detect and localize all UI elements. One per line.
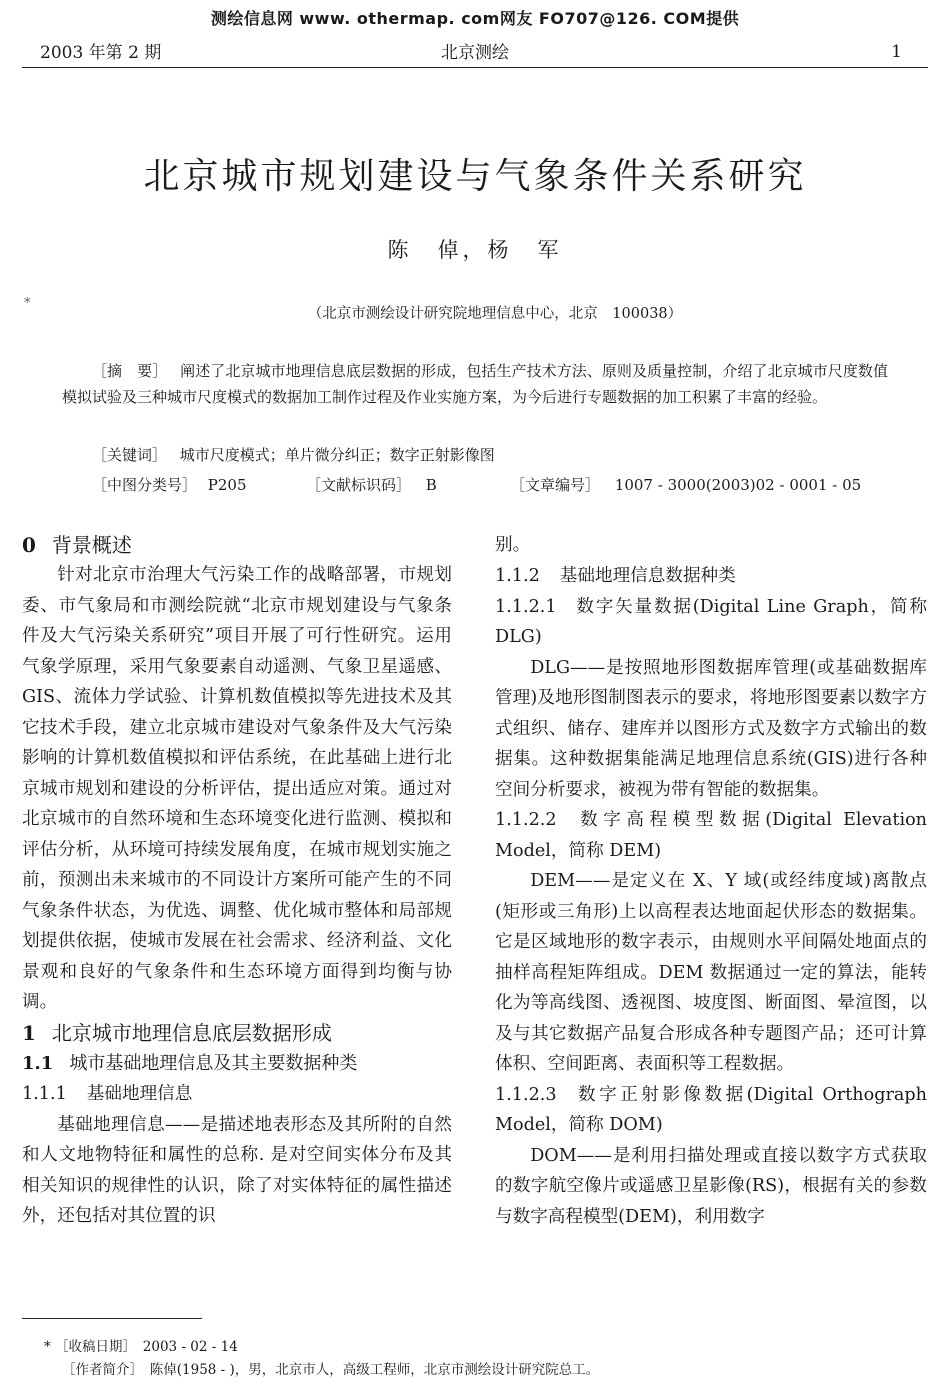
subsubsection-number: 1.1.1 bbox=[22, 1083, 67, 1104]
abstract bbox=[62, 358, 888, 410]
subsubsection-heading bbox=[495, 561, 927, 592]
paragraph-continuation: 别。 bbox=[495, 535, 531, 555]
subsection-title: 城市基础地理信息及其主要数据种类 bbox=[69, 1052, 358, 1074]
item-title: 数字高程模型数据(Digital Elevation Model，简称 DEM) bbox=[495, 810, 927, 861]
paragraph: DEM——是定义在 X、Y 域(或经纬度域)离散点(矩形或三角形)上以高程表达地面起伏形态的数据集。它是区域地形的数字表示，由规则水平间隔处地面点的抽样高程矩阵组成。DEM 数据通过一定的算法，能转化为等高线图、透视图、坡度图、断面图、晕渲图，以及与其它数据产品复合形成各种专题图产品；还可计算体积、空间距离、表面积等工程数据。 bbox=[495, 871, 927, 1074]
clc-code bbox=[92, 472, 247, 498]
section-number: 1 bbox=[22, 1020, 36, 1045]
subsubsection-number: 1.1.2 bbox=[495, 565, 540, 586]
page-number: 1 bbox=[891, 42, 902, 62]
paragraph: 针对北京市治理大气污染工作的战略部署，市规划委、市气象局和市测绘院就“北京市规划建设与气象条件及大气污染关系研究”项目开展了可行性研究。运用气象学原理，采用气象要素自动遥测、气象卫星遥感、GIS、流体力学试验、计算机数值模拟等先进技术及其它技术手段，建立北京城市建设对气象条件及大气污染影响的计算机数值模拟和评估系统，在此基础上进行北京城市规划和建设的分析评估，提出适应对策。通过对北京城市的自然环境和生态环境变化进行监测、模拟和评估分析，从环境可持续发展角度，在城市规划实施之前，预测出未来城市的不同设计方案所可能产生的不同气象条件状态，为优选、调整、优化城市整体和局部规划提供依据，使城市发展在社会需求、经济利益、文化景观和良好的气象条件和生态环境方面得到均衡与协调。 bbox=[22, 565, 452, 1012]
doc-label: ［文献标识码］ bbox=[306, 476, 412, 494]
doc-value: B bbox=[425, 476, 437, 494]
clc-value: P205 bbox=[207, 476, 247, 494]
item-title: 数字正射影像数据(Digital Orthograph Model，简称 DOM) bbox=[495, 1084, 927, 1135]
subsection-heading bbox=[22, 1048, 452, 1079]
section-heading bbox=[22, 1018, 452, 1048]
footnote-received: * ［收稿日期］ 2003 - 02 - 14 bbox=[44, 1339, 238, 1355]
subsubsection-heading bbox=[22, 1079, 452, 1110]
abstract-label: ［摘 要］ bbox=[92, 362, 168, 380]
subsection-number: 1.1 bbox=[22, 1052, 54, 1074]
affiliation: （北京市测绘设计研究院地理信息中心，北京 100038） bbox=[307, 306, 683, 322]
keywords bbox=[92, 442, 495, 468]
clc-label: ［中图分类号］ bbox=[92, 476, 198, 494]
section-title: 北京城市地理信息底层数据形成 bbox=[51, 1020, 332, 1045]
section-number: 0 bbox=[22, 533, 36, 557]
footnote-asterisk: * bbox=[24, 296, 31, 311]
item-number: 1.1.2.3 bbox=[495, 1084, 557, 1105]
authors: 陈 倬，杨 军 bbox=[387, 238, 563, 262]
keywords-label: ［关键词］ bbox=[92, 446, 168, 464]
paragraph: 基础地理信息——是描述地表形态及其所附的自然和人文地物特征和属性的总称. 是对空间实体分布及其相关知识的规律性的认识，除了对实体特征的属性描述外，还包括对其位置的识 bbox=[22, 1114, 452, 1226]
subsubsection-title: 基础地理信息 bbox=[86, 1083, 193, 1104]
footnote-rule bbox=[22, 1318, 202, 1319]
paragraph: DLG——是按照地形图数据库管理(或基础数据库管理)及地形图制图表示的要求，将地形图要素以数字方式组织、储存、建库并以图形方式及数字方式输出的数据集。这种数据集能满足地理信息系统(GIS)进行各种空间分析要求，被视为带有智能的数据集。 bbox=[495, 657, 927, 800]
item-heading bbox=[495, 1080, 927, 1141]
left-column bbox=[22, 530, 452, 1232]
section-heading bbox=[22, 530, 452, 560]
issue-label: 2003 年第 2 期 bbox=[40, 43, 162, 63]
article-label: ［文章编号］ bbox=[510, 476, 601, 494]
running-header bbox=[22, 36, 928, 68]
paragraph: DOM——是利用扫描处理或直接以数字方式获取的数字航空像片或遥感卫星影像(RS)，根据有关的参数与数字高程模型(DEM)，利用数字 bbox=[495, 1145, 927, 1227]
article-number bbox=[510, 472, 861, 498]
item-title: 数字矢量数据(Digital Line Graph，简称 DLG) bbox=[495, 596, 927, 647]
right-column bbox=[495, 530, 927, 1232]
journal-name: 北京测绘 bbox=[441, 43, 509, 63]
subsubsection-title: 基础地理信息数据种类 bbox=[559, 565, 736, 586]
paper-title: 北京城市规划建设与气象条件关系研究 bbox=[143, 156, 807, 197]
doc-code bbox=[306, 472, 437, 498]
abstract-text: 阐述了北京城市地理信息底层数据的形成，包括生产技术方法、原则及质量控制，介绍了北京城市尺度数值模拟试验及三种城市尺度模式的数据加工制作过程及作业实施方案，为今后进行专题数据的加工积累了丰富的经验。 bbox=[62, 362, 888, 406]
watermark: 测绘信息网 www. othermap. com网友 FO707@126. COM提供 bbox=[210, 9, 740, 28]
item-heading bbox=[495, 592, 927, 653]
item-number: 1.1.2.1 bbox=[495, 596, 557, 617]
item-number: 1.1.2.2 bbox=[495, 810, 557, 830]
article-value: 1007 - 3000(2003)02 - 0001 - 05 bbox=[614, 476, 862, 494]
section-title: 背景概述 bbox=[51, 533, 132, 557]
item-heading bbox=[495, 805, 927, 866]
footnote-author-bio: ［作者简介］ 陈倬(1958 - )，男，北京市人，高级工程师，北京市测绘设计研究院总工。 bbox=[62, 1362, 600, 1378]
keywords-text: 城市尺度模式；单片微分纠正；数字正射影像图 bbox=[179, 446, 495, 464]
